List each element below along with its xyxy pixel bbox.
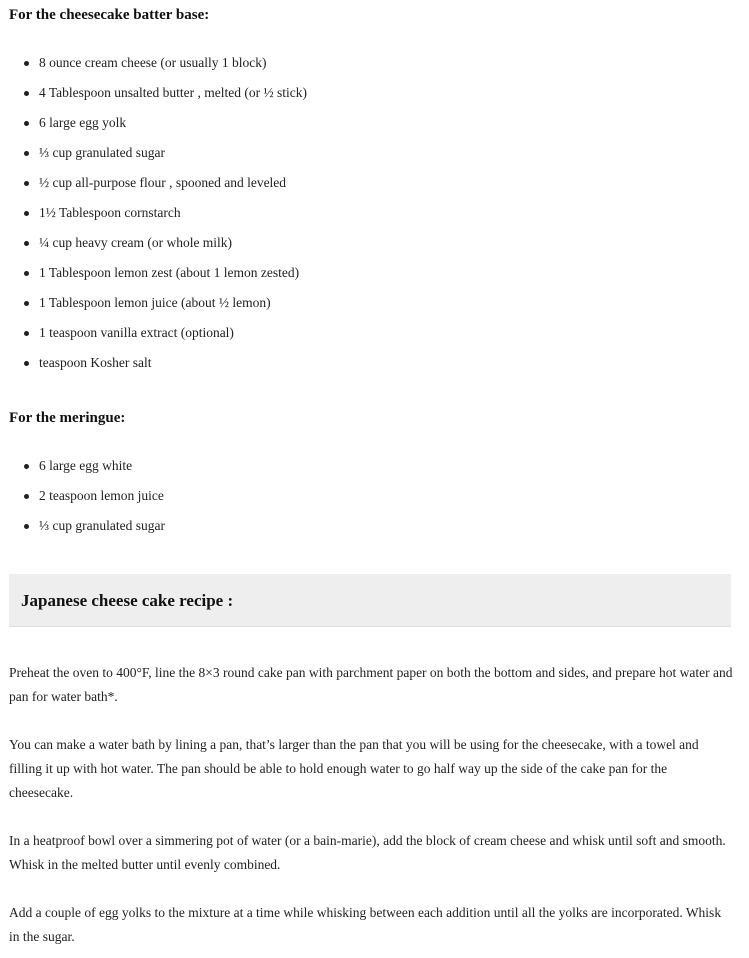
list-item: 4 Tablespoon unsalted butter , melted (or ½ stick) [0, 83, 307, 113]
list-item: ⅓ cup granulated sugar [0, 143, 307, 173]
list-item: 6 large egg yolk [0, 113, 307, 143]
recipe-title-box [9, 574, 731, 627]
list-item: ¼ cup heavy cream (or whole milk) [0, 233, 307, 263]
meringue-section-heading: For the meringue: [9, 410, 126, 426]
list-item: ½ cup all-purpose flour , spooned and leveled [0, 173, 307, 203]
list-item: 8 ounce cream cheese (or usually 1 block) [0, 53, 307, 83]
batter-section-heading: For the cheesecake batter base: [9, 7, 210, 23]
list-item: 1 Tablespoon lemon zest (about 1 lemon zested) [0, 263, 307, 293]
list-item: 1 Tablespoon lemon juice (about ½ lemon) [0, 293, 307, 323]
list-item: teaspoon Kosher salt [0, 353, 307, 383]
list-item: 6 large egg white [0, 456, 165, 486]
recipe-step-paragraph: Preheat the oven to 400°F, line the 8×3 round cake pan with parchment paper on both the bottom and sides, and prepare hot water and pan for water bath*. [9, 665, 733, 704]
recipe-step-paragraph: In a heatproof bowl over a simmering pot of water (or a bain-marie), add the block of cream cheese and whisk until soft and smooth. Whisk in the melted butter until evenly combined. [9, 833, 726, 872]
recipe-step-paragraph: You can make a water bath by lining a pan, that’s larger than the pan that you will be using for the cheesecake, with a towel and filling it up with hot water. The pan should be able to hold enough water to go half way up the side of the cake pan for the cheesecake. [9, 737, 699, 800]
meringue-ingredient-list [0, 456, 165, 546]
list-item: 1 teaspoon vanilla extract (optional) [0, 323, 307, 353]
recipe-step-paragraph: Add a couple of egg yolks to the mixture at a time while whisking between each addition until all the yolks are incorporated. Whisk in the sugar. [9, 905, 722, 944]
recipe-title: Japanese cheese cake recipe : [21, 591, 234, 610]
list-item: 2 teaspoon lemon juice [0, 486, 165, 516]
list-item: 1½ Tablespoon cornstarch [0, 203, 307, 233]
batter-ingredient-list [0, 53, 307, 383]
list-item: ⅓ cup granulated sugar [0, 516, 165, 546]
